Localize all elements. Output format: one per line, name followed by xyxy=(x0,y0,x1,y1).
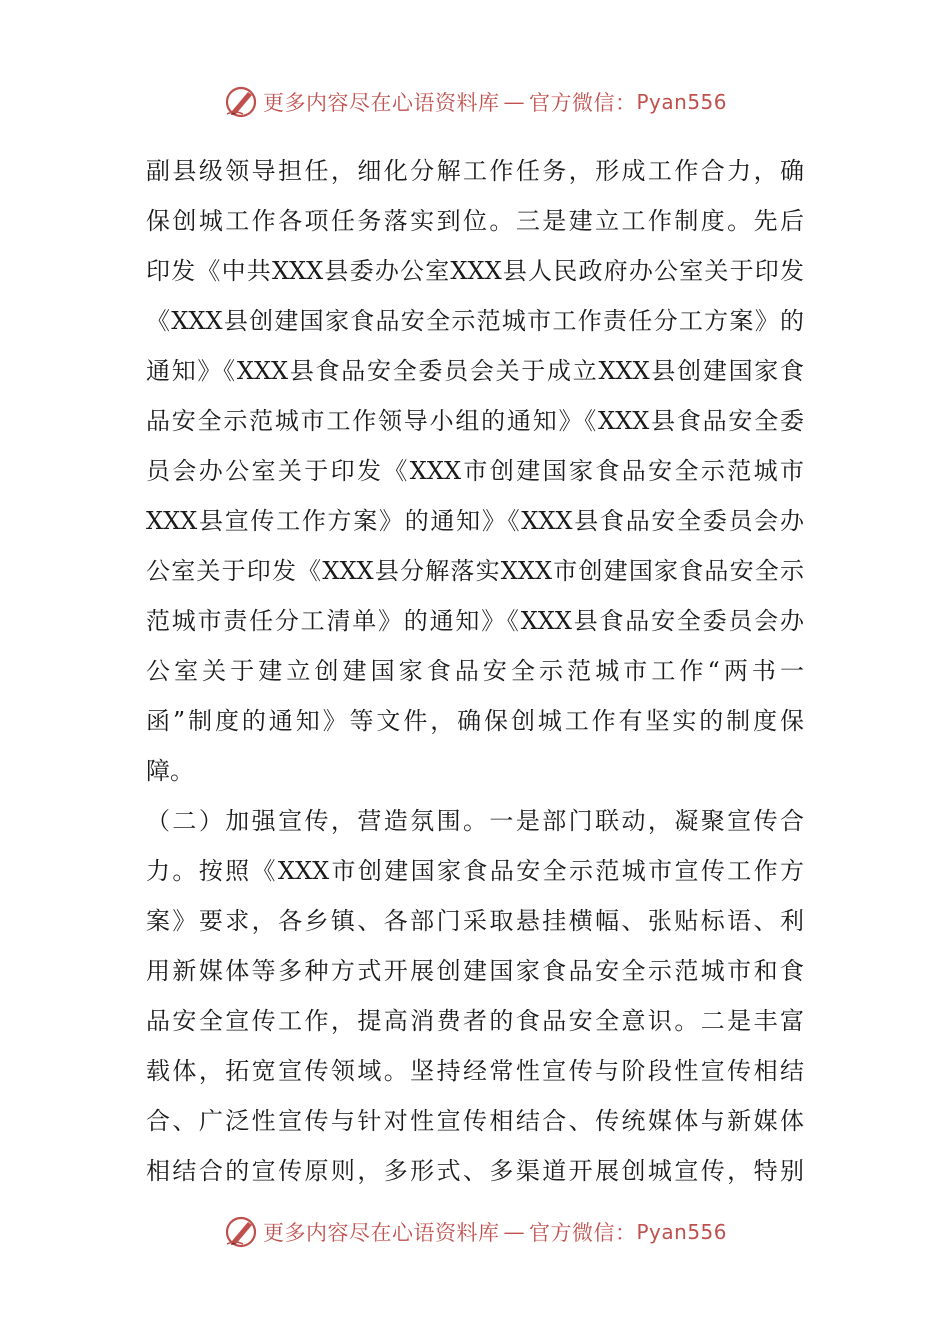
body-line: 公室关于建立创建国家食品安全示范城市工作“两书一 xyxy=(146,657,804,685)
body-line: 范城市责任分工清单》的通知》《XXX县食品安全委员会办 xyxy=(146,607,804,635)
document-body xyxy=(146,146,804,1196)
body-line: 《XXX县创建国家食品安全示范城市工作责任分工方案》的 xyxy=(146,307,804,335)
body-line: 合、广泛性宣传与针对性宣传相结合、传统媒体与新媒体 xyxy=(146,1107,804,1135)
body-line: 函”制度的通知》等文件，确保创城工作有坚实的制度保 xyxy=(146,707,804,735)
body-line: 通知》《XXX县食品安全委员会关于成立XXX县创建国家食 xyxy=(146,357,804,385)
watermark-wechat-label: 官方微信： xyxy=(528,1221,637,1245)
body-line: 品安全宣传工作，提高消费者的食品安全意识。二是丰富 xyxy=(146,1007,804,1035)
watermark-site-text: 更多内容尽在心语资料库 xyxy=(262,1221,500,1245)
header-watermark xyxy=(0,80,950,124)
body-line: （二）加强宣传，营造氛围。一是部门联动，凝聚宣传合 xyxy=(146,807,804,835)
watermark-wechat-id: Pyan556 xyxy=(636,1220,727,1244)
body-line: 力。按照《XXX市创建国家食品安全示范城市宣传工作方 xyxy=(146,857,804,885)
body-line: 相结合的宣传原则，多形式、多渠道开展创城宣传，特别 xyxy=(146,1157,804,1185)
pen-logo-icon xyxy=(223,1214,259,1250)
body-line: 副县级领导担任，细化分解工作任务，形成工作合力，确 xyxy=(146,157,804,185)
watermark-separator: — xyxy=(503,90,525,114)
watermark-wechat-label: 官方微信： xyxy=(528,91,637,115)
watermark-wechat-id: Pyan556 xyxy=(636,90,727,114)
body-line: 公室关于印发《XXX县分解落实XXX市创建国家食品安全示 xyxy=(146,557,804,585)
body-line-paragraph-end: 障。 xyxy=(146,757,194,785)
body-line: 员会办公室关于印发《XXX市创建国家食品安全示范城市 xyxy=(146,457,804,485)
body-line: 保创城工作各项任务落实到位。三是建立工作制度。先后 xyxy=(146,207,804,235)
body-line: 印发《中共XXX县委办公室XXX县人民政府办公室关于印发 xyxy=(146,257,804,285)
body-line: 用新媒体等多种方式开展创建国家食品安全示范城市和食 xyxy=(146,957,804,985)
watermark-separator: — xyxy=(503,1220,525,1244)
body-line: 品安全示范城市工作领导小组的通知》《XXX县食品安全委 xyxy=(146,407,804,435)
body-line: XXX县宣传工作方案》的通知》《XXX县食品安全委员会办 xyxy=(146,507,804,535)
body-line: 载体，拓宽宣传领域。坚持经常性宣传与阶段性宣传相结 xyxy=(146,1057,804,1085)
watermark-site-text: 更多内容尽在心语资料库 xyxy=(262,91,500,115)
body-line: 案》要求，各乡镇、各部门采取悬挂横幅、张贴标语、利 xyxy=(146,907,804,935)
footer-watermark xyxy=(0,1210,950,1254)
pen-logo-icon xyxy=(223,84,259,120)
